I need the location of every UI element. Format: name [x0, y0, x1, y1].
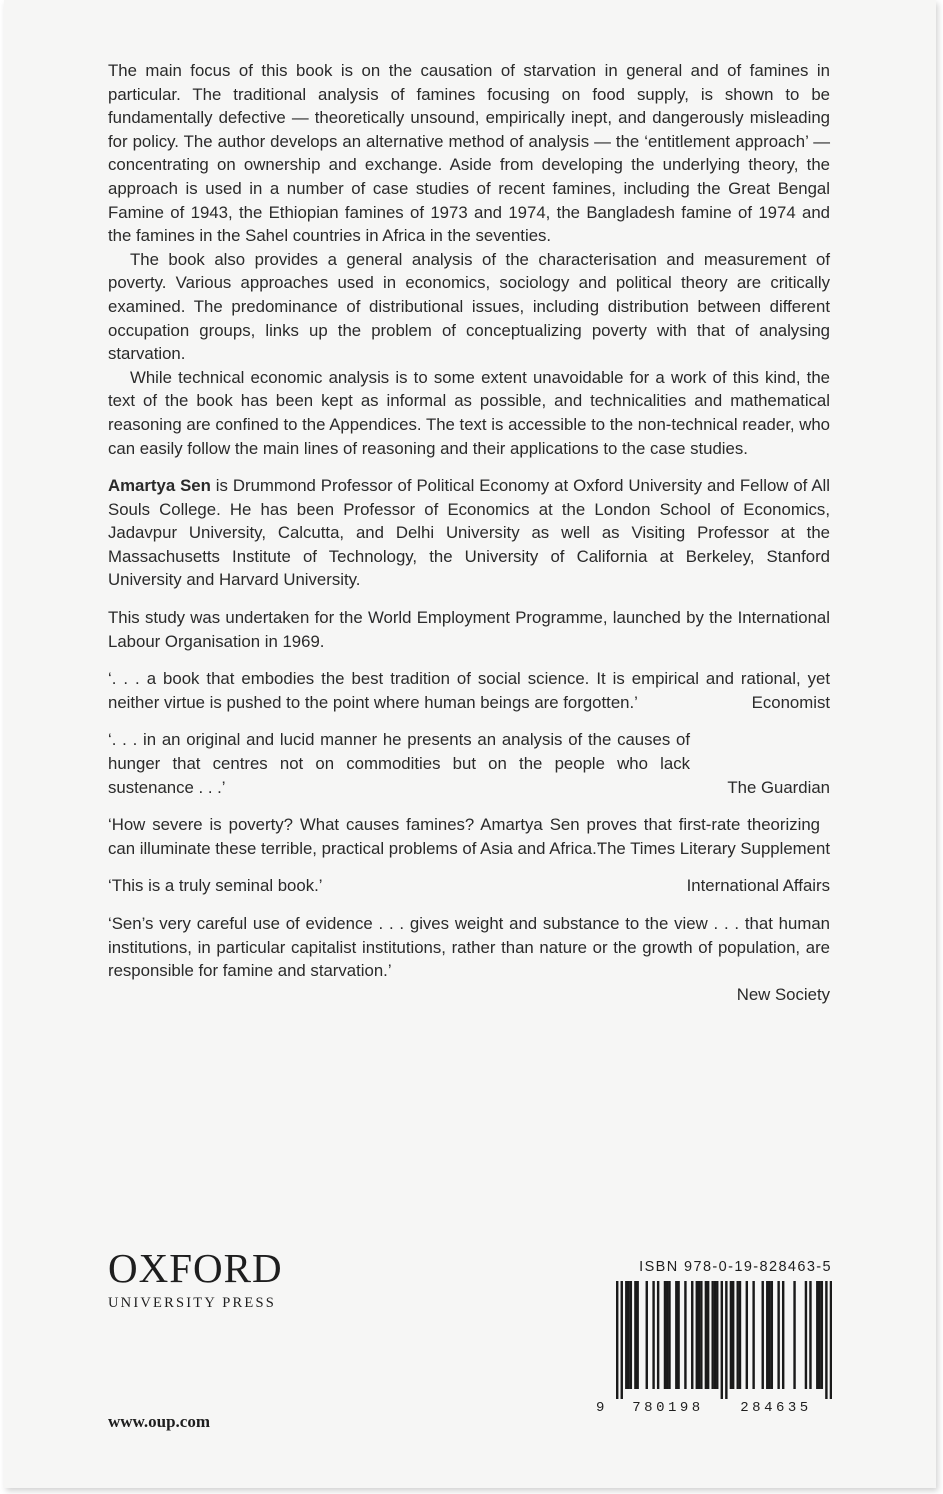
barcode-bar — [762, 1281, 764, 1389]
description-paragraph-1: The main focus of this book is on the causation of starvation in general and of famines in particular. The traditional analysis of famines focusing on food supply, is shown to be fundamentally defective — theoretically unsound, empirically inept, and dangerously misleading for policy. The author develops an alternative method of analysis — the ‘entitlement approach’ — concentrating on ownership and exchange. Aside from developing the underlying theory, the approach is used in a number of case studies of recent famines, including the Great Bengal Famine of 1943, the Ethiopian famines of 1973 and 1974, the Bangladesh famine of 1974 and the famines in the Sahel countries in Africa in the seventies. — [108, 61, 830, 246]
barcode-bar — [646, 1281, 648, 1389]
author-bio — [108, 474, 830, 592]
barcode-bar — [821, 1281, 823, 1389]
barcode-bar — [707, 1281, 709, 1389]
barcode-bar — [714, 1281, 716, 1389]
barcode-bar — [793, 1281, 795, 1389]
barcode-digit-first: 9 — [596, 1400, 605, 1416]
barcode-bar — [664, 1281, 666, 1389]
barcode-bar — [766, 1281, 768, 1389]
barcode — [596, 1281, 832, 1416]
barcode-bar — [652, 1281, 654, 1389]
barcode-guard-bar — [616, 1281, 618, 1399]
barcode-bar — [771, 1281, 773, 1389]
barcode-bar — [636, 1281, 638, 1389]
barcode-bar — [816, 1281, 818, 1389]
barcode-bar — [698, 1281, 700, 1389]
back-cover — [4, 0, 936, 1488]
description-paragraph-2: The book also provides a general analysis of the characterisation and measurement of poverty. Various approaches used in economics, sociology and political theory are critically examined. The predominance of distributional issues, including distribution between different occupation groups, links up the problem of conceptualizing poverty with that of analysing starvation. — [108, 249, 830, 364]
review-quote: ‘. . . a book that embodies the best tradition of social science. It is empirical and rational, yet neither virtue is pushed to the point where human beings are forgotten.’ — [108, 669, 830, 712]
barcode-bar — [809, 1281, 811, 1389]
barcode-bar — [627, 1281, 629, 1389]
review-tls — [108, 813, 830, 860]
publisher-name: OXFORD — [108, 1245, 283, 1291]
barcode-bar — [691, 1281, 693, 1389]
description-paragraph-3: While technical economic analysis is to some extent unavoidable for a work of this kind, the text of the book has been kept as informal as possible, and technicalities and mathematical reasoning are confined to the Appendices. The text is accessible to the non-technical reader, who can easily follow the main lines of reasoning and their applications to the case studies. — [108, 367, 830, 458]
barcode-guard-bar — [725, 1281, 727, 1399]
barcode-bar — [705, 1281, 707, 1389]
publisher-website: www.oup.com — [108, 1412, 211, 1431]
barcode-bar — [625, 1281, 627, 1389]
barcode-guard-bar — [721, 1281, 723, 1399]
review-guardian — [108, 728, 830, 799]
barcode-bar — [700, 1281, 702, 1389]
cover-text — [108, 59, 830, 1006]
barcode-bar — [657, 1281, 659, 1389]
review-economist — [108, 667, 830, 714]
study-note: This study was undertaken for the World Employment Programme, launched by the International Labour Organisation in 1969. — [108, 608, 830, 651]
review-source: New Society — [736, 984, 830, 1004]
barcode-guard-bar — [621, 1281, 623, 1399]
barcode-bar — [732, 1281, 734, 1389]
author-bio-text: is Drummond Professor of Political Economy at Oxford University and Fellow of All Souls College. He has been Professor of Economics at the London School of Economics, Jadavpur University, Calcutta, and Delhi University as well as Visiting Professor at the Massachusetts Institute of Technology, the University of California at Berkeley, Stanford University and Harvard University. — [108, 476, 830, 590]
barcode-bar — [782, 1281, 784, 1389]
barcode-bar — [711, 1281, 713, 1389]
publisher-subtitle: UNIVERSITY PRESS — [108, 1295, 277, 1311]
barcode-bar — [677, 1281, 679, 1389]
review-source: International Affairs — [686, 876, 830, 896]
barcode-digits-left: 780198 — [616, 1400, 720, 1416]
barcode-bar — [666, 1281, 668, 1389]
review-quote: ‘How severe is poverty? What causes famines? Amartya Sen proves that first-rate theorizing can illuminate these terrible, practical problems of Asia and Africa.’ — [108, 815, 820, 858]
barcode-bar — [684, 1281, 686, 1389]
barcode-bar — [746, 1281, 748, 1389]
barcode-bar — [739, 1281, 741, 1389]
barcode-bar — [768, 1281, 770, 1389]
barcode-bar — [818, 1281, 820, 1389]
barcode-bar — [696, 1281, 698, 1389]
review-quote: ‘. . . in an original and lucid manner he presents an analysis of the causes of hunger that centres not on commodities but on the people who lack sustenance . . .’ — [108, 730, 690, 797]
barcode-bar — [630, 1281, 632, 1389]
review-source: The Times Literary Supplement — [596, 838, 830, 858]
barcode-bar — [752, 1281, 754, 1389]
barcode-bar — [634, 1281, 636, 1389]
review-source: The Guardian — [727, 777, 830, 797]
isbn-label: ISBN 978-0-19-828463-5 — [639, 1259, 832, 1275]
review-quote: ‘Sen’s very careful use of evidence . . . gives weight and substance to the view . . . that human institutions, in particular capitalist institutions, rather than nature or the growth of population, are responsible for famine and starvation.’ — [108, 914, 830, 981]
barcode-bar — [777, 1281, 779, 1389]
review-source: Economist — [751, 692, 830, 712]
barcode-digits-right: 284635 — [724, 1400, 828, 1416]
publisher-logo — [108, 1245, 283, 1312]
barcode-digits — [596, 1400, 832, 1416]
review-quote: ‘This is a truly seminal book.’ — [108, 876, 323, 896]
barcode-bar — [730, 1281, 732, 1389]
review-new-society — [108, 912, 830, 1006]
barcode-guard-bar — [830, 1281, 832, 1399]
barcode-guard-bar — [825, 1281, 827, 1399]
barcode-bar — [716, 1281, 718, 1389]
isbn-block — [596, 1259, 832, 1416]
barcode-bar — [737, 1281, 739, 1389]
barcode-bars — [596, 1281, 832, 1399]
barcode-bar — [805, 1281, 807, 1389]
review-international-affairs — [108, 874, 830, 898]
author-name: Amartya Sen — [108, 476, 211, 496]
barcode-bar — [675, 1281, 677, 1389]
barcode-bar — [668, 1281, 670, 1389]
